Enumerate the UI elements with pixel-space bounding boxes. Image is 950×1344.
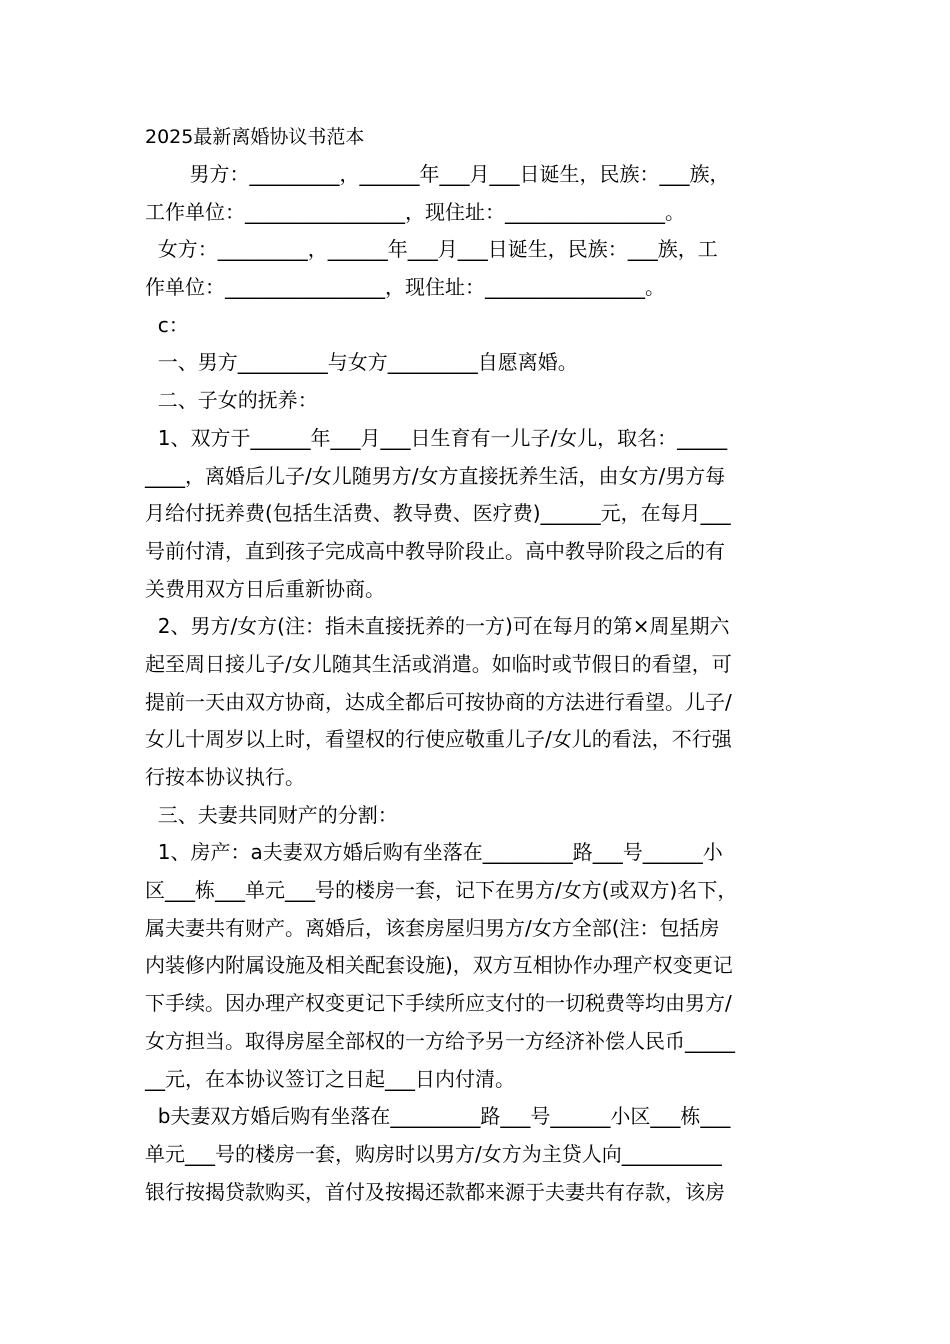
document-line: 单元___号的楼房一套，购房时以男方/女方为主贷人向__________: [145, 1141, 722, 1166]
document-line: 工作单位：________________，现住址：________________。: [145, 199, 685, 224]
document-line: 二、子女的抚养：: [145, 388, 318, 413]
document-line: 提前一天由双方协商，达成全都后可按协商的方法进行看望。儿子/: [145, 689, 732, 714]
document-line: 女方：_________，______年___月___日诞生，民族：___族，工: [145, 237, 718, 262]
document-line: 号前付清，直到孩子完成高中教导阶段止。高中教导阶段之后的有: [145, 538, 725, 563]
document-line: 1、双方于______年___月___日生育有一儿子/女儿，取名：_____: [145, 425, 728, 450]
document-line: 区___栋___单元___号的楼房一套，记下在男方/女方(或双方)名下，: [145, 878, 738, 903]
document-line: 一、男方_________与女方_________自愿离婚。: [145, 350, 578, 375]
document-line: 下手续。因办理产权变更记下手续所应支付的一切税费等均由男方/: [145, 991, 732, 1016]
document-line: 2、男方/女方(注：指未直接抚养的一方)可在每月的第×周星期六: [145, 614, 730, 639]
document-line: 属夫妻共有财产。离婚后，该套房屋归男方/女方全部(注：包括房: [145, 915, 720, 940]
document-line: __元，在本协议签订之日起___日内付清。: [145, 1066, 515, 1091]
document-line: 三、夫妻共同财产的分割：: [145, 802, 398, 827]
document-line: 女儿十周岁以上时，看望权的行使应敬重儿子/女儿的看法，不行强: [145, 727, 732, 752]
document-line: ____，离婚后儿子/女儿随男方/女方直接抚养生活，由女方/男方每: [145, 463, 726, 488]
document-line: 银行按揭贷款购买，首付及按揭还款都来源于夫妻共有存款，该房: [145, 1179, 725, 1204]
document-line: c：: [145, 312, 189, 337]
document-line: 1、房产：a夫妻双方婚后购有坐落在_________路___号______小: [145, 840, 723, 865]
document-line: 起至周日接儿子/女儿随其生活或消遣。如临时或节假日的看望，可: [145, 651, 732, 676]
document-line: 行按本协议执行。: [145, 765, 305, 789]
document-line: 男方：_________，______年___月___日诞生，民族：___族，: [145, 162, 730, 186]
document-line: 关费用双方日后重新协商。: [145, 576, 385, 601]
document-line: b夫妻双方婚后购有坐落在_________路___号______小区___栋___: [145, 1104, 731, 1129]
document-title: 2025最新离婚协议书范本: [145, 126, 365, 148]
document-body: [145, 156, 809, 1211]
document-line: 女方担当。取得房屋全部权的一方给予另一方经济补偿人民币_____: [145, 1028, 735, 1053]
document-line: 月给付抚养费(包括生活费、教导费、医疗费)______元，在每月___: [145, 501, 731, 526]
document-line: 作单位：________________，现住址：________________。: [145, 275, 665, 300]
document-line: 内装修内附属设施及相关配套设施)，双方互相协作办理产权变更记: [145, 953, 733, 978]
